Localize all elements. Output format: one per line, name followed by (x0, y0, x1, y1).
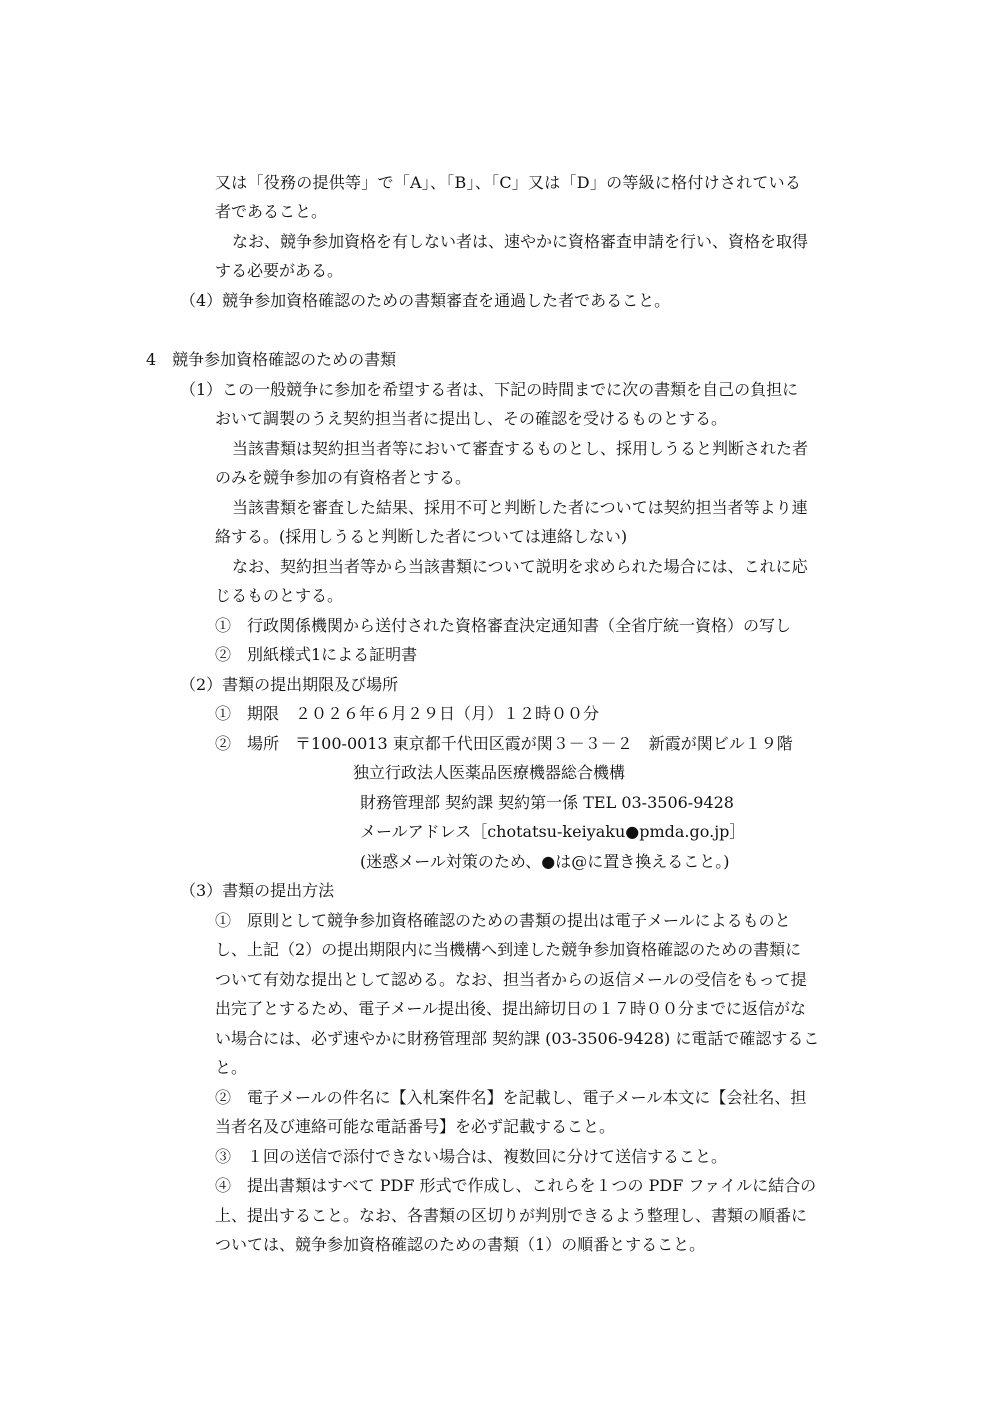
text-line: ついて有効な提出として認める。なお、担当者からの返信メールの受信をもって提 (215, 970, 807, 989)
text-line: のみを競争参加の有資格者とする。 (215, 468, 472, 487)
address-line: 財務管理部 契約課 契約第一係 TEL 03-3506-9428 (360, 793, 734, 812)
text-line: （1）この一般競争に参加を希望する者は、下記の時間までに次の書類を自己の負担に (180, 380, 799, 399)
address-note: (迷惑メール対策のため、●は@に置き換えること。) (360, 852, 730, 871)
list-item: ① 原則として競争参加資格確認のための書類の提出は電子メールによるものと (215, 911, 791, 930)
text-line: 絡する。(採用しうると判断した者については連絡しない) (215, 527, 628, 546)
text-line: なお、契約担当者等から当該書類について説明を求められた場合には、これに応 (232, 557, 808, 576)
list-item: ② 電子メールの件名に【入札案件名】を記載し、電子メール本文に【会社名、担 (215, 1088, 807, 1107)
list-item: ① 期限 ２０２６年６月２９日（月）１２時００分 (215, 704, 600, 723)
list-item: ③ １回の送信で添付できない場合は、複数回に分けて送信すること。 (215, 1147, 728, 1166)
text-line: おいて調製のうえ契約担当者に提出し、その確認を受けるものとする。 (215, 409, 728, 428)
text-line: 当者名及び連絡可能な電話番号】を必ず記載すること。 (215, 1117, 616, 1136)
text-line: ついては、競争参加資格確認のための書類（1）の順番とすること。 (215, 1235, 706, 1254)
text-line: 又は「役務の提供等」で「A」、「B」、「C」又は「D」の等級に格付けされている (215, 173, 802, 192)
text-line: と。 (215, 1058, 248, 1077)
text-line: 当該書類は契約担当者等において審査するものとし、採用しうると判断された者 (232, 439, 809, 458)
text-line: 者であること。 (215, 202, 328, 221)
address-line: 独立行政法人医薬品医療機器総合機構 (353, 763, 626, 782)
text-line: し、上記（2）の提出期限内に当機構へ到達した競争参加資格確認のための書類に (215, 940, 802, 959)
list-item: ② 別紙様式1による証明書 (215, 645, 418, 664)
list-item: ④ 提出書類はすべて PDF 形式で作成し、これらを１つの PDF ファイルに結合の (215, 1176, 817, 1195)
text-line: 当該書類を審査した結果、採用不可と判断した者については契約担当者等より連 (232, 498, 808, 517)
list-item: ① 行政関係機関から送付された資格審査決定通知書（全省庁統一資格）の写し (215, 616, 792, 635)
text-line: する必要がある。 (215, 261, 344, 280)
subsection-heading: （3）書類の提出方法 (180, 881, 335, 900)
text-line: 上、提出すること。なお、各書類の区切りが判別できるよう整理し、書類の順番に (215, 1206, 808, 1225)
email-address: メールアドレス［chotatsu-keiyaku●pmda.go.jp］ (360, 822, 746, 841)
text-line: じるものとする。 (215, 586, 344, 605)
subsection-heading: （2）書類の提出期限及び場所 (180, 675, 399, 694)
text-line: い場合には、必ず速やかに財務管理部 契約課 (03-3506-9428) に電話で確認するこ (215, 1029, 820, 1048)
text-line: （4）競争参加資格確認のための書類審査を通過した者であること。 (180, 291, 671, 310)
list-item: ② 場所 〒100-0013 東京都千代田区霞が関３－３－２ 新霞が関ビル１９階 (215, 734, 793, 753)
section-heading: 4 競争参加資格確認のための書類 (146, 350, 397, 369)
text-line: なお、競争参加資格を有しない者は、速やかに資格審査申請を行い、資格を取得 (232, 232, 809, 251)
text-line: 出完了とするため、電子メール提出後、提出締切日の１７時００分までに返信がな (215, 999, 807, 1018)
